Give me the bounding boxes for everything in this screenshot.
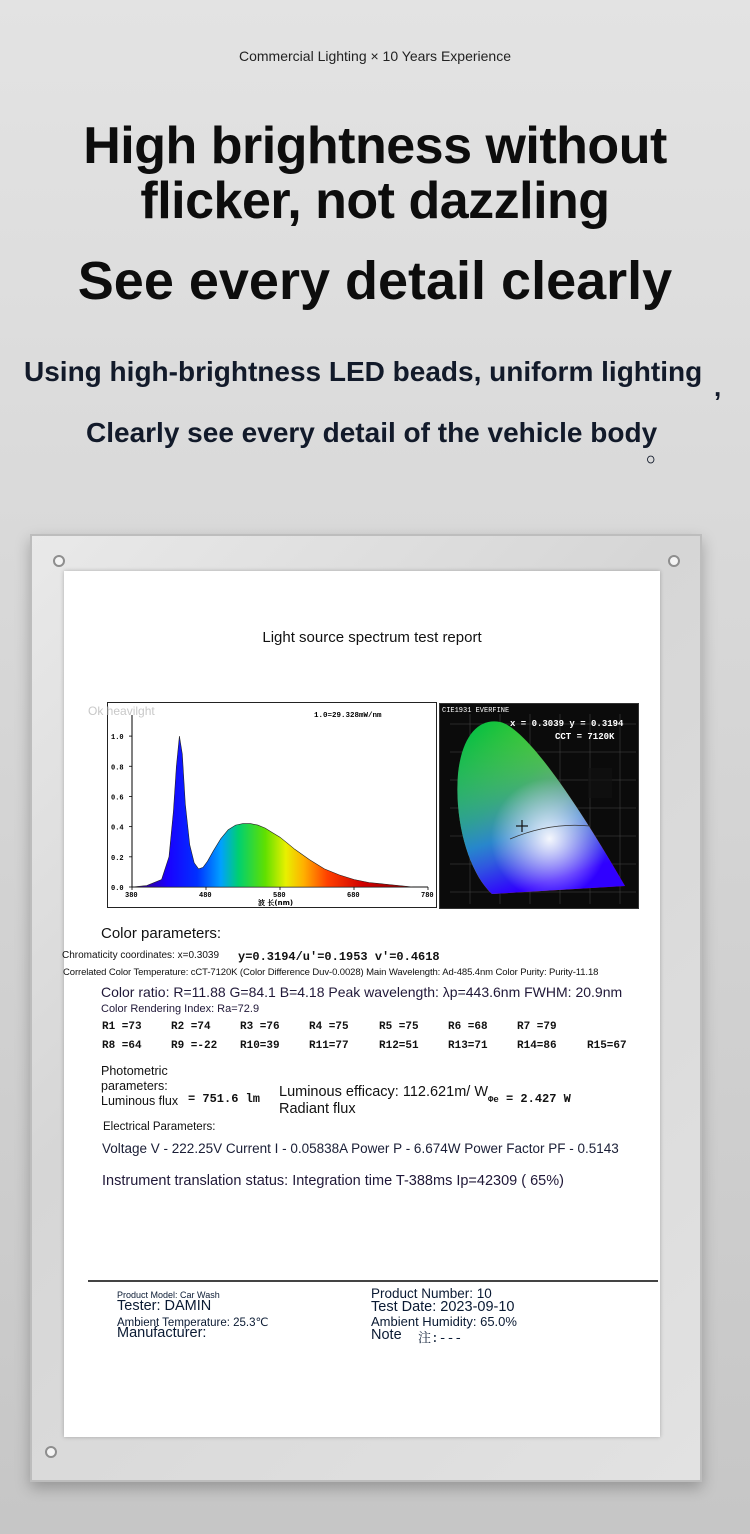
r-value: R15=67 — [587, 1040, 627, 1052]
ambient-humidity: Ambient Humidity: 65.0% — [371, 1314, 517, 1329]
y-tick-label: 0.4 — [111, 824, 124, 833]
color-ratio: Color ratio: R=11.88 G=84.1 B=4.18 Peak wavelength: λp=443.6nm FWHM: 20.9nm — [101, 984, 623, 1000]
color-rendering-index: Color Rendering Index: Ra=72.9 — [101, 1003, 260, 1015]
photometric-heading-text: Photometric parameters: — [101, 1064, 168, 1093]
luminous-flux-label: Luminous flux — [101, 1094, 179, 1108]
screw-icon — [668, 555, 680, 567]
subheading-1: Using high-brightness LED beads, uniform lighting — [24, 356, 703, 387]
luminous-efficacy: Luminous efficacy: 112.621m/ W Radiant flux — [279, 1084, 489, 1117]
r-value: R7 =79 — [517, 1021, 557, 1033]
headline-line-1: High brightness without — [83, 117, 667, 175]
r-value: R4 =75 — [309, 1021, 349, 1033]
electrical-values: Voltage V - 222.25V Current I - 0.05838A Power P - 6.674W Power Factor PF - 0.5143 — [102, 1141, 619, 1156]
footer-divider — [88, 1280, 658, 1282]
test-date: Test Date: 2023-09-10 — [371, 1299, 515, 1315]
report-title: Light source spectrum test report — [262, 629, 482, 646]
x-axis-label: 波 长(nm) — [258, 899, 294, 907]
spectrum-svg — [88, 703, 436, 907]
note-label: Note — [371, 1327, 402, 1343]
screw-icon — [45, 1446, 57, 1458]
subheading-2: Clearly see every detail of the vehicle body — [86, 417, 658, 448]
spectrum-chart — [88, 702, 437, 908]
screw-icon — [53, 555, 65, 567]
r-value: R11=77 — [309, 1040, 349, 1052]
headline-2: See every detail clearly — [77, 251, 673, 311]
r-value: R14=86 — [517, 1040, 557, 1052]
r-value: R6 =68 — [448, 1021, 488, 1033]
color-params-heading: Color parameters: — [101, 925, 222, 942]
cie-chart — [439, 703, 639, 909]
y-tick-label: 0.6 — [111, 794, 124, 803]
spectrum-series — [132, 736, 428, 887]
ambient-temperature: Ambient Temperature: 25.3℃ — [117, 1317, 269, 1329]
r-values-row-2 — [102, 1040, 662, 1054]
cie-legend-box — [588, 768, 612, 798]
cie-title: CIE1931 EVERFINE — [442, 707, 510, 715]
product-number: Product Number: 10 — [371, 1286, 492, 1301]
note-value: 注:--- — [418, 1331, 463, 1346]
spectrum-overlay-label: Ok heavilght — [88, 704, 155, 718]
chromaticity-label: Chromaticity coordinates: x=0.3039 — [62, 950, 220, 961]
radiant-symbol: Φe — [488, 1095, 499, 1105]
radiant-value: = 2.427 W — [506, 1092, 571, 1106]
y-tick-label: 0.2 — [111, 854, 124, 863]
radiant-flux — [488, 1092, 571, 1106]
y-tick-label: 0.0 — [111, 885, 124, 893]
x-tick-label: 480 — [199, 892, 212, 900]
r-value: R8 =64 — [102, 1040, 142, 1052]
subheading-2-punct: 。 — [646, 437, 673, 467]
r-value: R12=51 — [379, 1040, 419, 1052]
r-value: R13=71 — [448, 1040, 488, 1052]
r-values-row-1 — [102, 1021, 662, 1035]
r-value: R10=39 — [240, 1040, 280, 1052]
r-value: R9 =-22 — [171, 1040, 218, 1052]
r-value: R2 =74 — [171, 1021, 211, 1033]
subheading-1-punct: , — [714, 372, 722, 402]
product-model: Product Model: Car Wash — [117, 1290, 220, 1300]
cct-line: Correlated Color Temperature: cCT-7120K (Color Difference Duv-0.0028) Main Wavelength: Ad-485.4nm Color Purity: Purity-11.18 — [63, 967, 599, 978]
r-value: R1 =73 — [102, 1021, 142, 1033]
instrument-status: Instrument translation status: Integration time T-388ms Ip=42309 ( 65%) — [102, 1173, 564, 1189]
cie-svg — [440, 704, 638, 908]
luminous-flux-value: = 751.6 lm — [188, 1092, 261, 1106]
y-tick-label: 0.8 — [111, 764, 124, 773]
cie-xy-annotation: x = 0.3039 y = 0.3194 — [510, 719, 624, 729]
electrical-heading: Electrical Parameters: — [103, 1121, 216, 1133]
r-value: R5 =75 — [379, 1021, 419, 1033]
y-tick-label: 1.0 — [111, 734, 124, 743]
cie-cct-annotation: CCT = 7120K — [555, 732, 615, 742]
x-tick-label: 380 — [125, 892, 138, 900]
r-value: R3 =76 — [240, 1021, 280, 1033]
x-tick-label: 580 — [273, 892, 286, 900]
tester: Tester: DAMIN — [117, 1298, 212, 1314]
tagline: Commercial Lighting × 10 Years Experience — [239, 48, 511, 64]
manufacturer: Manufacturer: — [117, 1325, 207, 1341]
x-tick-label: 780 — [421, 892, 434, 900]
x-tick-label: 680 — [347, 892, 360, 900]
spectrum-top-label: 1.0=29.328mW/nm — [314, 712, 382, 720]
headline-line-2: flicker, not dazzling — [140, 172, 610, 230]
chromaticity-values: y=0.3194/u'=0.1953 v'=0.4618 — [238, 950, 440, 964]
